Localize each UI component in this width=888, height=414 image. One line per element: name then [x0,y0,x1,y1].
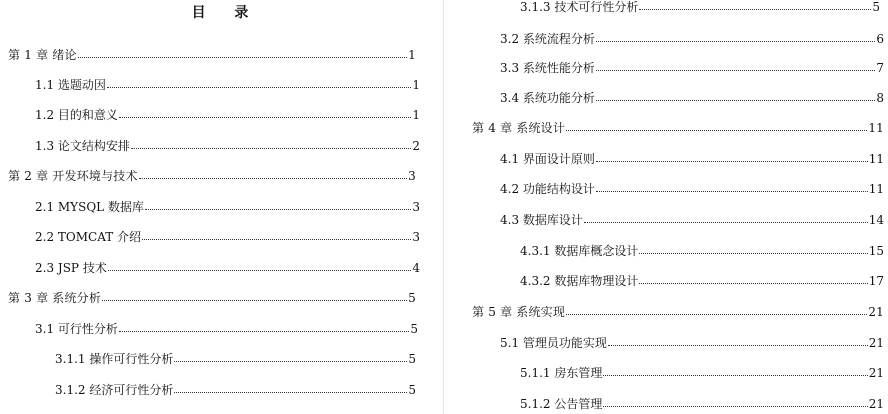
dot-leader [174,391,407,393]
toc-entry-text: 第 5 章 系统实现 [472,305,566,319]
toc-entry-chapter-1[interactable] [8,46,416,64]
toc-entry-page: 1 [412,108,420,122]
toc-entry-text: 3.3 系统性能分析 [500,61,595,75]
dot-leader [139,177,407,179]
toc-entry-chapter-3[interactable] [8,289,416,307]
toc-entry-page: 1 [412,78,420,92]
toc-entry-page: 6 [876,32,884,46]
toc-entry-2-3[interactable] [35,259,420,277]
toc-entry-page: 2 [412,139,420,153]
dot-leader [145,208,411,210]
toc-entry-4-3-1[interactable] [520,242,884,260]
dot-leader [603,374,867,376]
toc-entry-3-1-3[interactable] [520,0,880,16]
toc-entry-page: 11 [868,182,884,196]
dot-leader [566,129,867,131]
toc-entry-page: 5 [410,322,418,336]
dot-leader [107,86,411,88]
toc-entry-2-1[interactable] [35,198,420,216]
toc-entry-3-3[interactable] [500,59,884,77]
toc-entry-text: 2.2 TOMCAT 介绍 [35,230,142,244]
toc-entry-text: 4.2 功能结构设计 [500,182,595,196]
toc-entry-text: 3.1.3 技术可行性分析 [520,0,639,14]
toc-entry-text: 第 1 章 绪论 [8,48,77,62]
dot-leader [119,330,409,332]
toc-entry-text: 5.1 管理员功能实现 [500,336,607,350]
dot-leader [108,269,411,271]
dot-leader [639,282,867,284]
toc-entry-page: 3 [412,200,420,214]
toc-entry-page: 1 [408,48,416,62]
toc-entry-text: 4.3.2 数据库物理设计 [520,274,639,288]
toc-entry-page: 4 [412,261,420,275]
toc-entry-4-2[interactable] [500,180,884,198]
dot-leader [102,299,407,301]
toc-entry-page: 21 [868,305,884,319]
toc-entry-3-1-1[interactable] [55,350,416,368]
toc-entry-3-2[interactable] [500,30,884,48]
toc-entry-5-1[interactable] [500,334,884,352]
toc-entry-text: 2.1 MYSQL 数据库 [35,200,144,214]
right-page [448,0,888,414]
left-page [0,0,440,414]
toc-entry-text: 1.3 论文结构安排 [35,139,130,153]
toc-entry-page: 3 [412,230,420,244]
dot-leader [566,313,867,315]
dot-leader [596,69,875,71]
toc-entry-page: 21 [868,397,884,411]
toc-entry-text: 第 3 章 系统分析 [8,291,102,305]
toc-title: 目 录 [191,5,261,21]
toc-entry-page: 5 [408,352,416,366]
dot-leader [131,147,411,149]
dot-leader [596,99,875,101]
toc-entry-page: 7 [876,61,884,75]
toc-entry-1-1[interactable] [35,76,420,94]
toc-entry-3-1[interactable] [35,320,418,338]
toc-entry-page: 5 [408,383,416,397]
toc-entry-page: 3 [408,169,416,183]
dot-leader [142,238,411,240]
toc-entry-text: 3.1.1 操作可行性分析 [55,352,174,366]
toc-entry-text: 第 4 章 系统设计 [472,121,566,135]
toc-entry-text: 4.3 数据库设计 [500,213,583,227]
dot-leader [78,56,407,58]
dot-leader [584,221,868,223]
toc-entry-4-1[interactable] [500,150,884,168]
dot-leader [119,116,411,118]
toc-entry-page: 11 [868,152,884,166]
toc-entry-3-1-2[interactable] [55,381,416,399]
toc-entry-4-3[interactable] [500,211,884,229]
toc-entry-page: 21 [868,336,884,350]
dot-leader [608,344,868,346]
toc-entry-page: 15 [868,244,884,258]
dot-leader [174,360,407,362]
toc-entry-text: 3.4 系统功能分析 [500,91,595,105]
toc-entry-page: 14 [868,213,884,227]
dot-leader [603,405,867,407]
toc-entry-page: 5 [872,0,880,14]
toc-entry-text: 1.2 目的和意义 [35,108,118,122]
toc-entry-text: 5.1.2 公告管理 [520,397,603,411]
toc-entry-5-1-1[interactable] [520,364,884,382]
toc-entry-text: 2.3 JSP 技术 [35,261,107,275]
toc-entry-page: 21 [868,366,884,380]
toc-entry-page: 8 [876,91,884,105]
toc-entry-text: 5.1.1 房东管理 [520,366,603,380]
toc-entry-text: 3.1 可行性分析 [35,322,118,336]
toc-entry-text: 4.3.1 数据库概念设计 [520,244,639,258]
toc-entry-page: 11 [868,121,884,135]
toc-entry-4-3-2[interactable] [520,272,884,290]
toc-entry-page: 5 [408,291,416,305]
toc-entry-chapter-4[interactable] [472,119,884,137]
toc-entry-chapter-2[interactable] [8,167,416,185]
toc-entry-text: 3.1.2 经济可行性分析 [55,383,174,397]
toc-entry-2-2[interactable] [35,228,420,246]
dot-leader [596,190,868,192]
page-divider [443,0,444,414]
dot-leader [596,160,868,162]
dot-leader [639,8,871,10]
dot-leader [596,40,875,42]
toc-entry-chapter-5[interactable] [472,303,884,321]
toc-entry-page: 17 [868,274,884,288]
dot-leader [639,252,867,254]
toc-entry-1-3[interactable] [35,137,420,155]
toc-entry-5-1-2[interactable] [520,395,884,413]
toc-entry-text: 第 2 章 开发环境与技术 [8,169,138,183]
toc-entry-text: 1.1 选题动因 [35,78,106,92]
toc-entry-3-4[interactable] [500,89,884,107]
toc-entry-text: 3.2 系统流程分析 [500,32,595,46]
toc-entry-1-2[interactable] [35,106,420,124]
toc-entry-text: 4.1 界面设计原则 [500,152,595,166]
